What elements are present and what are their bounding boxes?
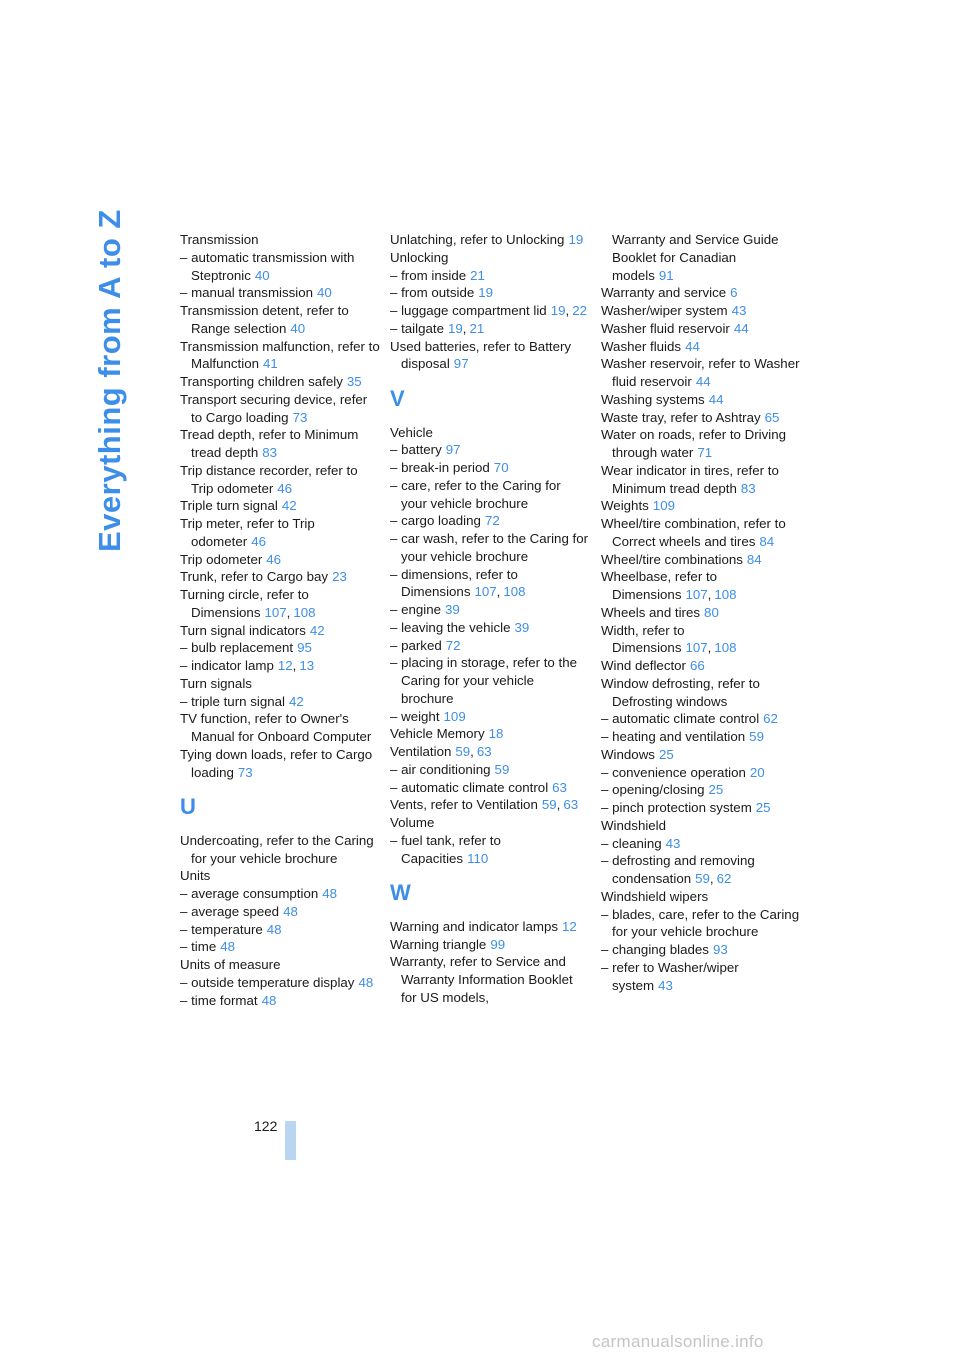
page-reference-link[interactable]: 48 — [261, 992, 277, 1008]
index-entry — [390, 424, 590, 442]
index-entry-text: – heating and ventilation — [601, 729, 746, 744]
index-column-2 — [390, 231, 590, 1007]
index-entry-text: Windows — [601, 746, 655, 762]
page-reference-link[interactable]: 41 — [263, 356, 278, 372]
index-entry — [390, 619, 590, 637]
page-reference-link[interactable]: 65 — [764, 409, 780, 425]
index-entry-text: – defrosting and removing condensation — [601, 853, 755, 886]
index-entry-text: Washer/wiper system — [601, 303, 728, 318]
index-entry — [390, 284, 590, 302]
index-entry-text: – car wash, refer to the Caring for your vehicle brochure — [390, 531, 589, 564]
index-entry — [601, 835, 801, 853]
page-reference-link[interactable]: 107 — [264, 604, 287, 620]
index-entry — [180, 956, 380, 974]
index-entry — [180, 746, 380, 782]
index-column-3 — [601, 231, 801, 994]
page-reference-link[interactable]: 59 — [541, 797, 557, 813]
page-reference-link[interactable]: 6 — [730, 285, 738, 301]
page-reference-link[interactable]: 107 — [474, 584, 497, 600]
index-entry — [390, 637, 590, 655]
index-entry-text: – battery — [390, 442, 442, 458]
index-entry-text: Washer reservoir, refer to Washer fluid reservoir — [601, 356, 800, 389]
index-entry-text: Trip odometer — [180, 551, 263, 567]
index-entry-text: Transmission malfunction, refer to Malfunction — [180, 338, 380, 372]
index-entry-text: – time — [180, 939, 217, 955]
index-entry-text: Vents, refer to Ventilation — [390, 797, 538, 813]
index-entry-text: Warranty, refer to Service and Warranty Information Booklet for US models, — [390, 954, 573, 1005]
page-reference-link[interactable]: 48 — [266, 921, 282, 937]
page-reference-link[interactable]: 108 — [293, 604, 316, 620]
index-entry — [601, 657, 801, 675]
index-entry-text: – outside temperature display — [180, 974, 355, 990]
page-reference-link[interactable]: 108 — [714, 640, 737, 656]
page-reference-link[interactable]: 84 — [759, 533, 775, 549]
index-entry — [180, 974, 380, 992]
index-entry — [390, 761, 590, 779]
index-entry-text: Tying down loads, refer to Cargo loading — [180, 746, 373, 780]
page-reference-link[interactable]: 59 — [695, 871, 710, 886]
page-reference-link[interactable]: 44 — [685, 338, 700, 354]
page-reference-link[interactable]: 39 — [514, 619, 530, 635]
index-entry — [390, 953, 590, 1006]
index-entry — [390, 512, 590, 530]
page-reference-link[interactable]: 42 — [309, 622, 325, 638]
page-reference-link[interactable]: 44 — [708, 391, 724, 407]
page-reference-link[interactable]: 25 — [708, 782, 724, 798]
index-entry-text: – parked — [390, 637, 442, 653]
index-entry-text: – manual transmission — [180, 285, 314, 301]
index-entry-text: – triple turn signal — [180, 693, 285, 709]
page-reference-link[interactable]: 19 — [568, 232, 584, 247]
page-reference-link[interactable]: 99 — [490, 936, 506, 952]
index-entry-text: – dimensions, refer to Dimensions — [390, 566, 518, 600]
index-entry-text: Tread depth, refer to Minimum tread depth — [180, 427, 359, 460]
index-entry-text: Width, refer to Dimensions — [601, 622, 685, 656]
page-reference-link[interactable]: 19 — [447, 320, 463, 336]
index-entry — [601, 338, 801, 356]
index-entry — [601, 497, 801, 515]
index-entry — [601, 409, 801, 427]
page-number: 122 — [254, 1118, 278, 1134]
index-entry-text: Turn signal indicators — [180, 622, 306, 638]
page-reference-link[interactable]: 80 — [704, 604, 719, 620]
index-entry — [601, 799, 801, 817]
index-entry — [180, 693, 380, 711]
index-entry-text: – leaving the vehicle — [390, 619, 511, 635]
index-entry: – luggage compartment lid 19, 22 — [390, 303, 587, 318]
index-entry — [601, 551, 801, 569]
index-entry — [180, 885, 380, 903]
index-entry — [180, 426, 380, 462]
page-reference-link[interactable]: 62 — [763, 711, 778, 727]
index-entry — [390, 267, 590, 285]
index-entry-text: Wind deflector — [601, 658, 686, 673]
index-entry — [390, 459, 590, 477]
index-entry — [180, 302, 380, 338]
index-entry-text: Washer fluid reservoir — [601, 320, 730, 336]
index-entry — [180, 832, 380, 868]
index-entry — [390, 918, 590, 936]
index-entry — [390, 249, 590, 267]
index-entry-text: Undercoating, refer to the Caring for your vehicle brochure — [180, 832, 374, 866]
index-entry-text: Used batteries, refer to Battery disposal — [390, 338, 572, 372]
page-reference-link[interactable]: 107 — [685, 640, 708, 656]
page-reference-link[interactable]: 12 — [277, 658, 293, 673]
page-reference-link[interactable]: 43 — [731, 303, 747, 318]
page-reference-link[interactable]: 109 — [652, 498, 675, 514]
index-entry: – defrosting and removing condensation 59, 62 — [601, 853, 755, 886]
index-entry: Ventilation 59, 63 — [390, 744, 492, 759]
page-reference-link[interactable]: 59 — [494, 761, 510, 777]
index-entry — [601, 515, 801, 551]
index-entry — [180, 515, 380, 551]
index-entry-text: Transport securing device, refer to Cargo loading — [180, 391, 368, 425]
index-entry — [601, 941, 801, 959]
index-entry — [180, 391, 380, 427]
index-entry — [601, 817, 801, 835]
index-entry-text: – automatic climate control — [390, 779, 549, 795]
index-entry — [180, 710, 380, 746]
index-entry — [390, 814, 590, 832]
section-letter: W — [390, 880, 411, 906]
page-reference-link[interactable]: 35 — [346, 374, 362, 389]
index-entry-text: – placing in storage, refer to the Caring for your vehicle brochure — [390, 655, 578, 706]
index-entry — [390, 441, 590, 459]
index-entry — [601, 604, 801, 622]
page-reference-link[interactable]: 71 — [697, 445, 713, 460]
page-reference-link[interactable]: 93 — [712, 942, 728, 957]
page-marker-bar — [285, 1121, 296, 1160]
index-entry-text: Wheel/tire combinations — [601, 551, 743, 567]
index-entry-text: – blades, care, refer to the Caring for your vehicle brochure — [601, 906, 800, 940]
index-entry — [180, 568, 380, 586]
page-reference-link[interactable]: 83 — [740, 480, 756, 496]
index-entry — [180, 551, 380, 569]
page-reference-link[interactable]: 12 — [562, 918, 577, 934]
page-reference-link[interactable]: 22 — [572, 303, 587, 318]
page-reference-link[interactable]: 72 — [484, 513, 500, 529]
watermark: carmanualsonline.info — [592, 1332, 764, 1351]
index-entry-text: Warranty and Service Guide Booklet for Canadian models — [612, 232, 779, 283]
page-reference-link[interactable]: 48 — [220, 939, 236, 955]
index-entry-text: – average consumption — [180, 886, 319, 901]
page-reference-link[interactable]: 97 — [445, 442, 461, 458]
index-entry — [180, 338, 380, 374]
page-reference-link[interactable]: 18 — [488, 726, 504, 742]
page-reference-link[interactable]: 44 — [695, 374, 711, 389]
page-reference-link[interactable]: 40 — [254, 267, 270, 283]
index-entry-text: Turn signals — [180, 675, 252, 691]
index-entry-text: – cleaning — [601, 835, 662, 851]
index-entry: – tailgate 19, 21 — [390, 320, 485, 336]
page-reference-link[interactable]: 73 — [237, 764, 253, 780]
index-entry-text: Turning circle, refer to Dimensions — [180, 587, 309, 620]
index-entry: – dimensions, refer to Dimensions 107, 108 — [390, 566, 526, 600]
index-entry — [390, 654, 590, 707]
page-reference-link[interactable]: 48 — [322, 886, 338, 901]
index-entry-text: – average speed — [180, 903, 280, 919]
index-entry-text: Transmission detent, refer to Range selection — [180, 303, 349, 336]
index-entry-text: – engine — [390, 602, 442, 617]
index-entry-text: Unlatching, refer to Unlocking — [390, 232, 565, 247]
index-entry-text: TV function, refer to Owner's Manual for Onboard Computer — [180, 711, 372, 744]
page-reference-link[interactable]: 108 — [503, 584, 526, 600]
section-letter: U — [180, 794, 196, 820]
index-entry: – indicator lamp 12, 13 — [180, 658, 315, 673]
index-entry-text: – cargo loading — [390, 513, 481, 529]
index-entry-text: Windshield wipers — [601, 888, 709, 904]
index-entry-text: – from outside — [390, 285, 475, 301]
index-entry — [601, 320, 801, 338]
index-entry-text: – automatic transmission with Steptronic — [180, 249, 355, 283]
index-entry-text: Volume — [390, 815, 435, 830]
page-reference-link[interactable]: 43 — [658, 977, 673, 993]
page-reference-link[interactable]: 48 — [358, 974, 374, 990]
page-reference-link[interactable]: 42 — [288, 693, 304, 709]
page-reference-link[interactable]: 63 — [476, 744, 492, 759]
page-reference-link[interactable]: 109 — [443, 708, 466, 724]
page-reference-link[interactable]: 20 — [749, 764, 765, 780]
index-entry — [601, 728, 801, 746]
index-entry — [390, 530, 590, 566]
index-entry — [390, 601, 590, 619]
page-reference-link[interactable]: 43 — [665, 835, 681, 851]
index-entry — [180, 938, 380, 956]
page-reference-link[interactable]: 95 — [297, 640, 312, 656]
index-entry-text: – luggage compartment lid — [390, 303, 547, 318]
index-entry-text: Warranty and service — [601, 285, 727, 301]
index-entry — [601, 675, 801, 711]
page-reference-link[interactable]: 48 — [283, 903, 298, 919]
index-entry-text: – pinch protection system — [601, 800, 752, 815]
index-entry-text: – air conditioning — [390, 761, 491, 777]
index-entry-text: – temperature — [180, 921, 263, 937]
index-entry-text: – time format — [180, 992, 258, 1008]
index-entry — [390, 477, 590, 513]
index-entry — [180, 231, 380, 249]
index-entry-text: – refer to Washer/wiper system — [601, 959, 739, 993]
index-entry: Width, refer to Dimensions 107, 108 — [601, 622, 737, 656]
index-entry-text: Wheels and tires — [601, 604, 701, 620]
index-entry — [601, 764, 801, 782]
index-entry — [601, 284, 801, 302]
page-reference-link[interactable]: 40 — [290, 320, 306, 336]
index-entry — [180, 373, 380, 391]
index-entry-text: Wheel/tire combination, refer to Correct wheels and tires — [601, 516, 786, 549]
index-entry-text: – opening/closing — [601, 782, 705, 798]
index-entry — [601, 231, 801, 284]
index-entry — [601, 906, 801, 942]
index-entry — [180, 921, 380, 939]
page-reference-link[interactable]: 59 — [749, 729, 764, 744]
page-reference-link[interactable]: 44 — [733, 320, 749, 336]
index-entry-text: – fuel tank, refer to Capacities — [390, 832, 501, 866]
index-entry-text: – weight — [390, 708, 440, 724]
index-entry — [390, 725, 590, 743]
page-reference-link[interactable]: 62 — [716, 871, 732, 886]
index-entry — [180, 462, 380, 498]
index-entry — [180, 992, 380, 1010]
index-entry-text: – break-in period — [390, 460, 490, 475]
index-entry-text: Unlocking — [390, 249, 449, 265]
page-reference-link[interactable]: 73 — [292, 409, 308, 425]
index-entry — [180, 675, 380, 693]
index-entry — [180, 497, 380, 515]
index-entry-text: Units of measure — [180, 957, 281, 972]
index-entry-text: – care, refer to the Caring for your vehicle brochure — [390, 477, 561, 511]
index-entry: Vents, refer to Ventilation 59, 63 — [390, 797, 579, 813]
index-entry-text: Vehicle — [390, 424, 433, 440]
page-reference-link[interactable]: 107 — [685, 587, 708, 602]
index-entry — [390, 832, 590, 868]
page-reference-link[interactable]: 19 — [478, 285, 494, 301]
index-entry — [180, 867, 380, 885]
page-reference-link[interactable]: 46 — [277, 480, 293, 496]
page-reference-link[interactable]: 25 — [658, 746, 674, 762]
page-reference-link[interactable]: 63 — [563, 797, 579, 813]
index-entry-text: – from inside — [390, 267, 467, 283]
index-entry-text: Vehicle Memory — [390, 726, 485, 742]
page-reference-link[interactable]: 40 — [317, 285, 332, 301]
index-entry — [601, 391, 801, 409]
page-reference-link[interactable]: 59 — [455, 744, 471, 759]
page-reference-link[interactable]: 42 — [281, 498, 297, 514]
index-entry — [601, 746, 801, 764]
page-reference-link[interactable]: 66 — [690, 658, 705, 673]
index-entry-text: Ventilation — [390, 744, 452, 759]
page-reference-link[interactable]: 91 — [658, 267, 674, 283]
index-entry — [390, 231, 590, 249]
index-entry-text: Warning and indicator lamps — [390, 918, 559, 934]
index-entry-text: Waste tray, refer to Ashtray — [601, 409, 761, 425]
side-title — [92, 209, 152, 552]
index-entry-text: Washing systems — [601, 391, 705, 407]
page-reference-link[interactable]: 46 — [266, 551, 282, 567]
page-reference-link[interactable]: 84 — [746, 551, 762, 567]
index-entry-text: – indicator lamp — [180, 658, 274, 673]
index-entry-text: Wheelbase, refer to Dimensions — [601, 569, 718, 602]
index-entry-text: Windshield — [601, 817, 667, 833]
index-entry-text: Triple turn signal — [180, 498, 278, 514]
index-entry-text: – bulb replacement — [180, 640, 294, 656]
page-reference-link[interactable]: 70 — [493, 460, 509, 475]
page-reference-link[interactable]: 83 — [262, 445, 278, 460]
index-entry — [601, 462, 801, 498]
index-entry: Wheelbase, refer to Dimensions 107, 108 — [601, 569, 737, 602]
page-reference-link[interactable]: 46 — [251, 533, 266, 549]
index-entry-text: – changing blades — [601, 942, 709, 957]
index-entry-text: Water on roads, refer to Driving through water — [601, 427, 786, 460]
index-entry-text: – tailgate — [390, 320, 444, 336]
page-reference-link[interactable]: 72 — [445, 637, 461, 653]
side-title-text: Everything from A to Z — [92, 209, 127, 552]
page-reference-link[interactable]: 97 — [453, 356, 469, 372]
index-entry — [601, 959, 801, 995]
page-reference-link[interactable]: 19 — [550, 303, 566, 318]
page-reference-link[interactable]: 23 — [332, 569, 347, 585]
index-entry-text: – convenience operation — [601, 764, 746, 780]
page-reference-link[interactable]: 21 — [470, 267, 485, 283]
index-entry-text: Washer fluids — [601, 338, 682, 354]
index-entry-text: Window defrosting, refer to Defrosting windows — [601, 675, 760, 709]
index-entry — [180, 622, 380, 640]
index-entry — [601, 426, 801, 462]
index-entry — [180, 903, 380, 921]
index-entry-text: Transmission — [180, 232, 259, 247]
index-entry — [180, 639, 380, 657]
page-reference-link[interactable]: 25 — [755, 800, 771, 815]
index-entry — [180, 284, 380, 302]
section-letter: V — [390, 386, 405, 411]
index-entry-text: Trip distance recorder, refer to Trip odometer — [180, 462, 358, 496]
index-entry: Turning circle, refer to Dimensions 107, 108 — [180, 587, 316, 620]
page-reference-link[interactable]: 108 — [714, 587, 737, 602]
page-reference-link[interactable]: 21 — [469, 320, 485, 336]
page-reference-link[interactable]: 63 — [552, 779, 567, 795]
index-entry — [390, 708, 590, 726]
index-column-1 — [180, 231, 380, 1009]
index-entry-text: Wear indicator in tires, refer to Minimum tread depth — [601, 462, 779, 496]
index-entry-text: – automatic climate control — [601, 711, 760, 727]
index-entry — [180, 249, 380, 285]
index-entry-text: Transporting children safely — [180, 374, 343, 389]
index-entry-text: Weights — [601, 498, 649, 514]
index-entry-text: Trip meter, refer to Trip odometer — [180, 516, 315, 549]
index-entry — [601, 710, 801, 728]
index-entry — [601, 355, 801, 391]
index-entry-text: Trunk, refer to Cargo bay — [180, 569, 329, 585]
page-reference-link[interactable]: 39 — [445, 602, 460, 617]
index-entry — [601, 302, 801, 320]
page-reference-link[interactable]: 13 — [299, 658, 315, 673]
page-reference-link[interactable]: 110 — [467, 850, 489, 866]
index-entry — [390, 779, 590, 797]
index-entry — [601, 888, 801, 906]
index-entry — [390, 338, 590, 374]
index-entry-text: Warning triangle — [390, 936, 487, 952]
index-entry — [601, 781, 801, 799]
index-entry — [390, 936, 590, 954]
index-entry-text: Units — [180, 868, 211, 884]
